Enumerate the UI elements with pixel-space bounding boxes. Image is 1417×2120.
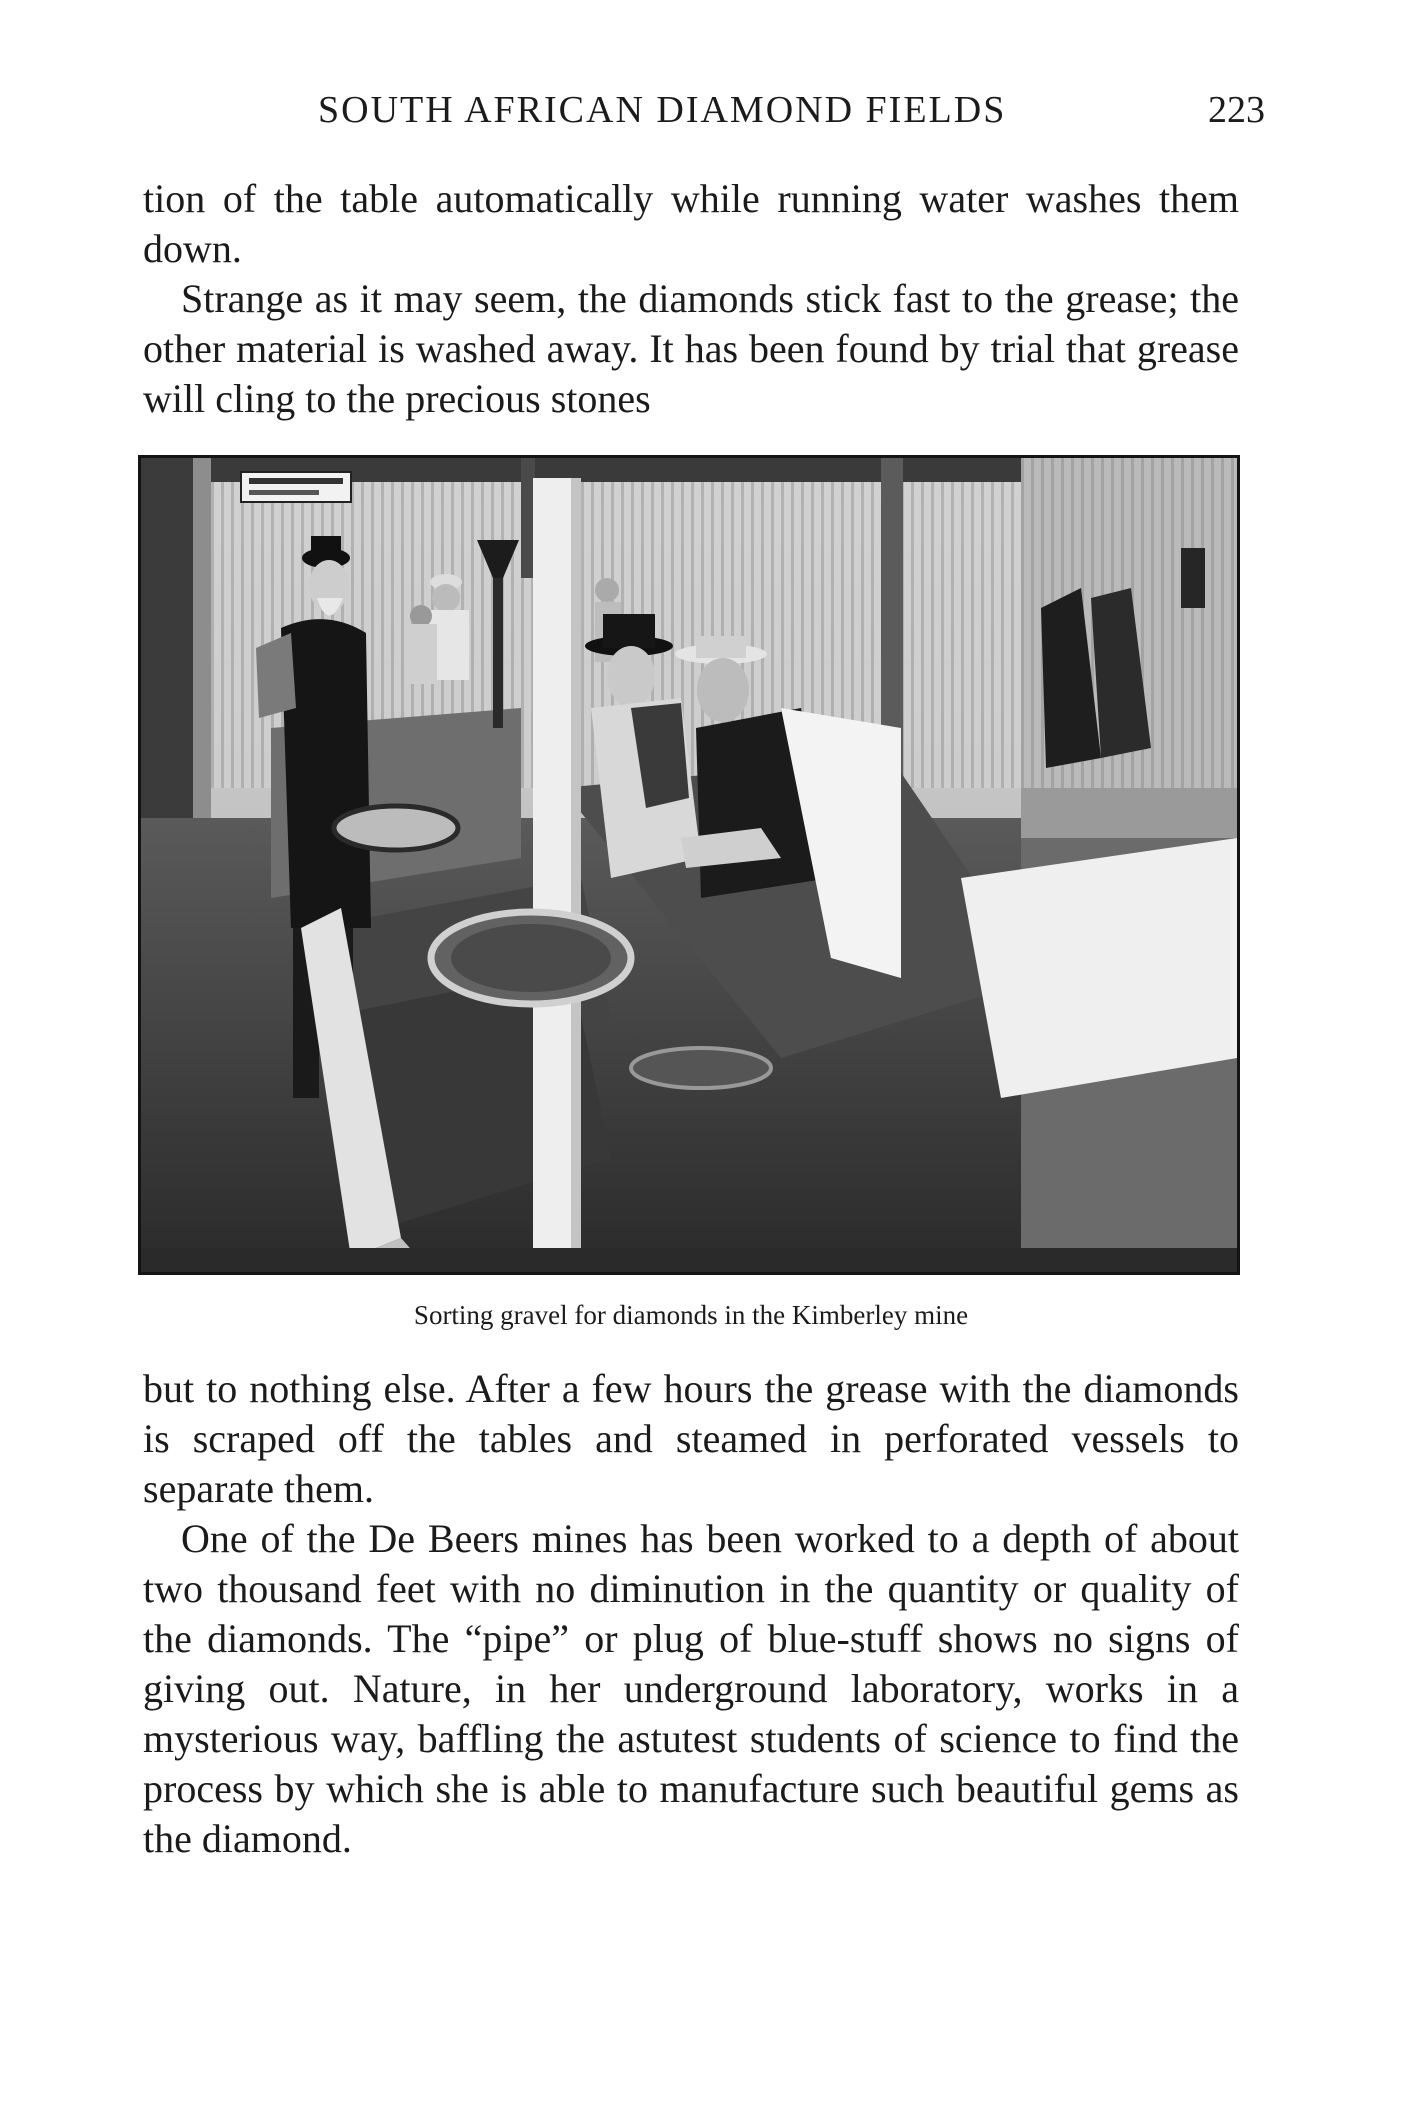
body-text-top — [143, 174, 1239, 424]
paragraph-continuation: tion of the table automatically while running water washes them down. — [143, 176, 1239, 271]
running-head-title: SOUTH AFRICAN DIAMOND FIELDS — [318, 89, 1007, 131]
body-text-bottom — [143, 1364, 1239, 1864]
paragraph: One of the De Beers mines has been worked to a depth of about two thousand feet with no diminution in the quantity or quality of the diamonds. The “pipe” or plug of blue-stuff shows no signs of giving out. Nature, in her underground laboratory, works in a mysterious way, baffling the astutest students of science to find the process by which she is able to manufacture such beautiful gems as the diamond. — [143, 1516, 1239, 1861]
photograph-illustration — [141, 458, 1237, 1272]
page-number: 223 — [1208, 89, 1265, 131]
paragraph: Strange as it may seem, the diamonds stick fast to the grease; the other material is washed away. It has been found by trial that grease will cling to the precious stones — [143, 276, 1239, 421]
photograph-sorting-gravel — [138, 455, 1240, 1275]
figure-caption: Sorting gravel for diamonds in the Kimberley mine — [413, 1300, 969, 1330]
paragraph-continuation: but to nothing else. After a few hours the grease with the diamonds is scraped off the tables and steamed in perforated vessels to separate them. — [143, 1366, 1239, 1511]
